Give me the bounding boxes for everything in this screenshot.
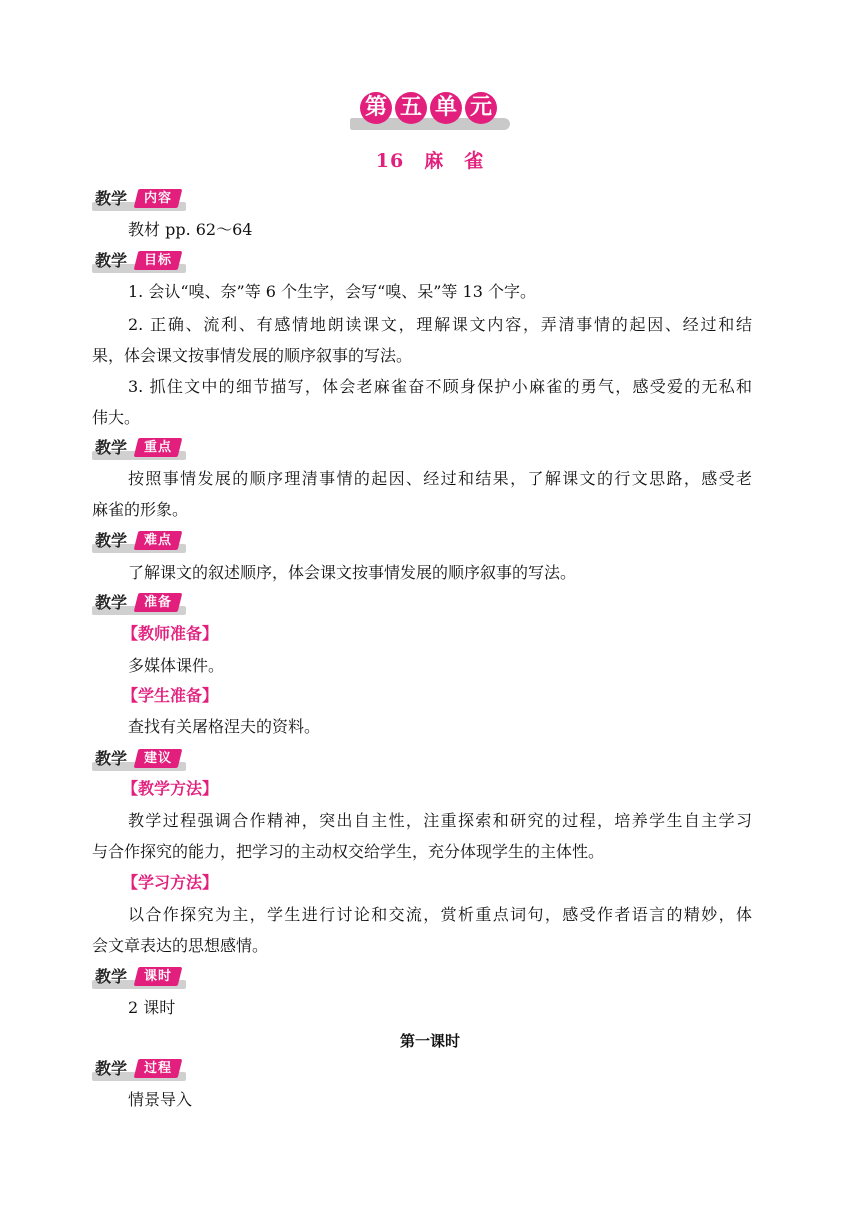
unit-banner — [350, 90, 510, 136]
section-tag-preparation — [92, 592, 188, 616]
tag-right-label: 课时 — [134, 967, 183, 986]
first-lesson-heading: 第一课时 — [399, 1032, 460, 1050]
learning-method-label: 【学习方法】 — [122, 873, 219, 892]
tag-right-label: 建议 — [134, 749, 183, 768]
tag-right-label: 准备 — [134, 593, 183, 612]
goal-item-3-cont: 伟大。 — [92, 408, 141, 427]
tag-right-label: 难点 — [134, 531, 183, 550]
key-points-line-1: 按照事情发展的顺序理清事情的起因、经过和结果，了解课文的行文思路，感受老 — [128, 469, 752, 488]
difficulties-text: 了解课文的叙述顺序，体会课文按事情发展的顺序叙事的写法。 — [128, 563, 577, 582]
tag-left-label: 教学 — [95, 967, 128, 986]
section-tag-goals — [92, 250, 188, 274]
teacher-prep-text: 多媒体课件。 — [128, 656, 225, 675]
tag-right-label: 过程 — [134, 1059, 183, 1078]
unit-char-2: 五 — [395, 92, 427, 124]
unit-char-1: 第 — [360, 92, 392, 124]
tag-right-label: 重点 — [134, 438, 183, 457]
process-text: 情景导入 — [128, 1090, 193, 1109]
tag-left-label: 教学 — [95, 251, 128, 270]
tag-left-label: 教学 — [95, 1059, 128, 1078]
unit-char-3: 单 — [430, 92, 462, 124]
content-text: 教材 pp. 62～64 — [128, 220, 253, 239]
student-prep-label: 【学生准备】 — [122, 686, 219, 705]
goal-item-3: 3. 抓住文中的细节描写，体会老麻雀奋不顾身保护小麻雀的勇气，感受爱的无私和 — [128, 377, 752, 396]
teaching-method-line-1: 教学过程强调合作精神，突出自主性，注重探索和研究的过程，培养学生自主学习 — [128, 811, 752, 830]
key-points-line-2: 麻雀的形象。 — [92, 500, 189, 519]
section-tag-process — [92, 1058, 188, 1082]
tag-left-label: 教学 — [95, 189, 128, 208]
unit-char-4: 元 — [465, 92, 497, 124]
tag-left-label: 教学 — [95, 438, 128, 457]
tag-left-label: 教学 — [95, 749, 128, 768]
teaching-method-label: 【教学方法】 — [122, 779, 219, 798]
section-tag-difficulties — [92, 530, 188, 554]
tag-right-label: 目标 — [134, 251, 183, 270]
section-tag-hours — [92, 966, 188, 990]
learning-method-line-1: 以合作探究为主，学生进行讨论和交流，赏析重点词句，感受作者语言的精妙，体 — [128, 905, 752, 924]
teacher-prep-label: 【教师准备】 — [122, 624, 219, 643]
section-tag-content — [92, 188, 188, 212]
goal-item-1: 1. 会认“嗅、奈”等 6 个生字，会写“嗅、呆”等 13 个字。 — [128, 282, 536, 301]
student-prep-text: 查找有关屠格涅夫的资料。 — [128, 717, 321, 736]
hours-text: 2 课时 — [128, 998, 176, 1017]
tag-left-label: 教学 — [95, 531, 128, 550]
section-tag-suggestions — [92, 748, 188, 772]
section-tag-key-points — [92, 437, 188, 461]
tag-right-label: 内容 — [134, 189, 183, 208]
teaching-method-line-2: 与合作探究的能力，把学习的主动权交给学生，充分体现学生的主体性。 — [92, 842, 605, 861]
tag-left-label: 教学 — [95, 593, 128, 612]
goal-item-2: 2. 正确、流利、有感情地朗读课文，理解课文内容，弄清事情的起因、经过和结 — [128, 315, 752, 334]
learning-method-line-2: 会文章表达的思想感情。 — [92, 936, 269, 955]
goal-item-2-cont: 果，体会课文按事情发展的顺序叙事的写法。 — [92, 346, 413, 365]
lesson-title: 16 麻 雀 — [375, 150, 485, 172]
